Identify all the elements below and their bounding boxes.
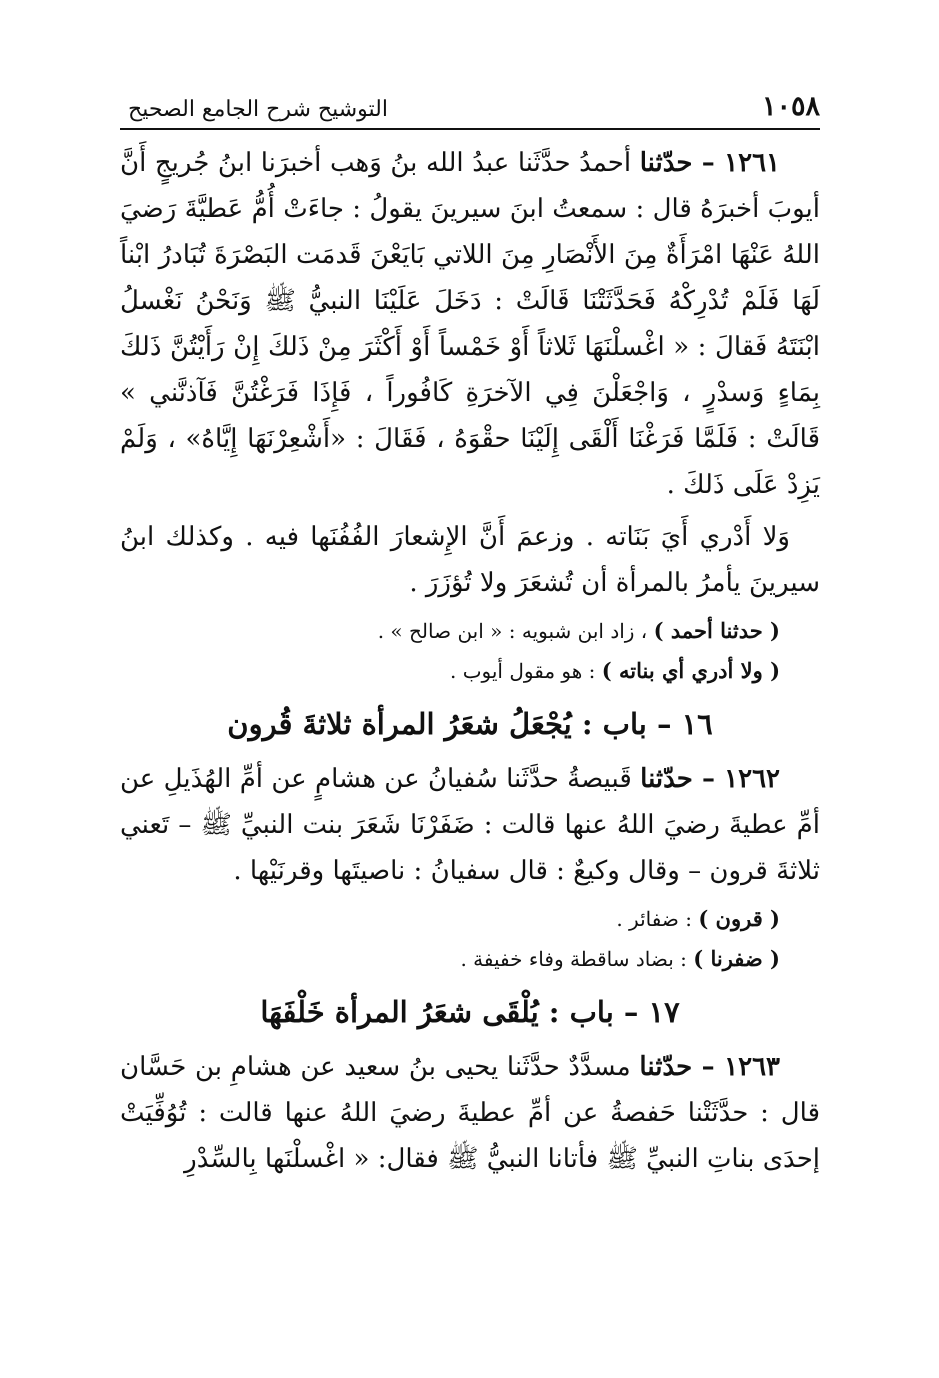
commentary-paragraph: وَلا أَدْري أَيَ بَنَاته . وزعمَ أَنَّ الإِشعارَ الفُفُنَها فيه . وكذلك ابنُ سيرينَ يأمرُ بالمرأة أن تُشعَرَ ولا تُؤزَرَ . <box>120 522 820 598</box>
hadith-number: ١٢٦٢ – حدّثنا <box>640 764 781 794</box>
footnote <box>120 652 820 690</box>
footnote-text: : هو مقول أيوب . <box>449 659 596 683</box>
hadith-1263 <box>120 1044 820 1182</box>
footnote-text: : ضفائر . <box>616 907 692 931</box>
footnote <box>120 940 820 978</box>
running-head <box>120 72 820 130</box>
footnote-term: ( ولا أدري أي بناته ) <box>601 658 780 683</box>
hadith-1262 <box>120 756 820 894</box>
footnote-term: ( ضفرنا ) <box>693 946 780 971</box>
chapter-heading: ١٦ – باب : يُجْعَلُ شعَرُ المرأة ثلاثةَ قُرون <box>227 707 713 741</box>
book-title: التوشيح شرح الجامع الصحيح <box>128 97 388 122</box>
footnote-term: ( حدثنا أحمد ) <box>653 618 780 643</box>
footnote-term: ( قرون ) <box>698 906 780 931</box>
hadith-number: ١٢٦٣ – حدّثنا <box>639 1052 781 1082</box>
hadith-number: ١٢٦١ – حدّثنا <box>639 148 781 178</box>
footnote-text: ، زاد ابن شبويه : « ابن صالح » . <box>377 619 648 643</box>
hadith-text: مسدَّدٌ حدَّثَنا يحيى بنُ سعيد عن هشامِ بن حَسَّان قال : حدَّثَتْنا حَفصةُ عن أمِّ عطيةَ رضيَ اللهُ عنها قالت : تُوُفِّيَتْ إحدَى بناتِ النبيِّ ﷺ فأتانا النبيُّ ﷺ فقال: « اغْسلْنَها بِالسِّدْرِ <box>120 1052 820 1174</box>
page <box>120 72 820 1352</box>
footnote-text: : بضاد ساقطة وفاء خفيفة . <box>460 947 687 971</box>
hadith-text: أحمدُ حدَّثَنا عبدُ الله بنُ وَهب أخبرَنا ابنُ جُريجٍ أَنَّ أيوبَ أخبرَهُ قال : سمعتُ ابنَ سيرينَ يقولُ : جاءَتْ أُمُّ عَطيَّةَ رَضيَ اللهُ عَنْهَا امْرَأَةٌ مِنَ الأَنْصَارِ مِنَ اللاتي بَايَعْنَ قَدمَت البَصْرَةَ تُبَادرُ ابْناً لَهَا فَلَمْ تُدْرِكْهُ فَحَدَّثَتْنَا قَالَتْ : دَخَلَ عَلَيْنَا النبيُّ ﷺ وَنَحْنُ نَغْسلُ ابْنَتَهُ فَقالَ : « اغْسلْنَهَا ثَلاثاً أَوْ خَمْساً أَوْ أَكْثَرَ مِنْ ذَلكَ إِنْ رَأَيْتُنَّ ذَلكَ بِمَاءٍ وَسدْرٍ ، وَاجْعَلْنَ فِي الآخرَةِ كَافُوراً ، فَإِذَا فَرَغْتُنَّ فَآذنَّني » قَالَتْ : فَلَمَّا فَرَغْنَا أَلْقَى إِلَيْنَا حقْوَهُ ، فَقَالَ : «أَشْعِرْنَهَا إِيَّاهُ» ، وَلَمْ يَزِدْ عَلَى ذَلكَ . <box>120 148 820 500</box>
hadith-1261 <box>120 140 820 508</box>
page-number: ١٠٥٨ <box>761 91 820 122</box>
page-body <box>120 140 820 1182</box>
hadith-text: قَبيصةُ حدَّثَنا سُفيانُ عن هشامٍ عن أمِّ الهُذَيلِ عن أمِّ عطيةَ رضيَ اللهُ عنها قالت : ضَفَرْنَا شَعَرَ بنت النبيِّ ﷺ – تَعني ثلاثةَ قرون – وقال وكيعٌ : قال سفيانُ : ناصيتَها وقرنَيْها . <box>120 764 820 886</box>
footnote <box>120 612 820 650</box>
chapter-heading: ١٧ – باب : يُلْقَى شعَرُ المرأة خَلْفَهَا <box>260 995 680 1029</box>
footnote <box>120 900 820 938</box>
